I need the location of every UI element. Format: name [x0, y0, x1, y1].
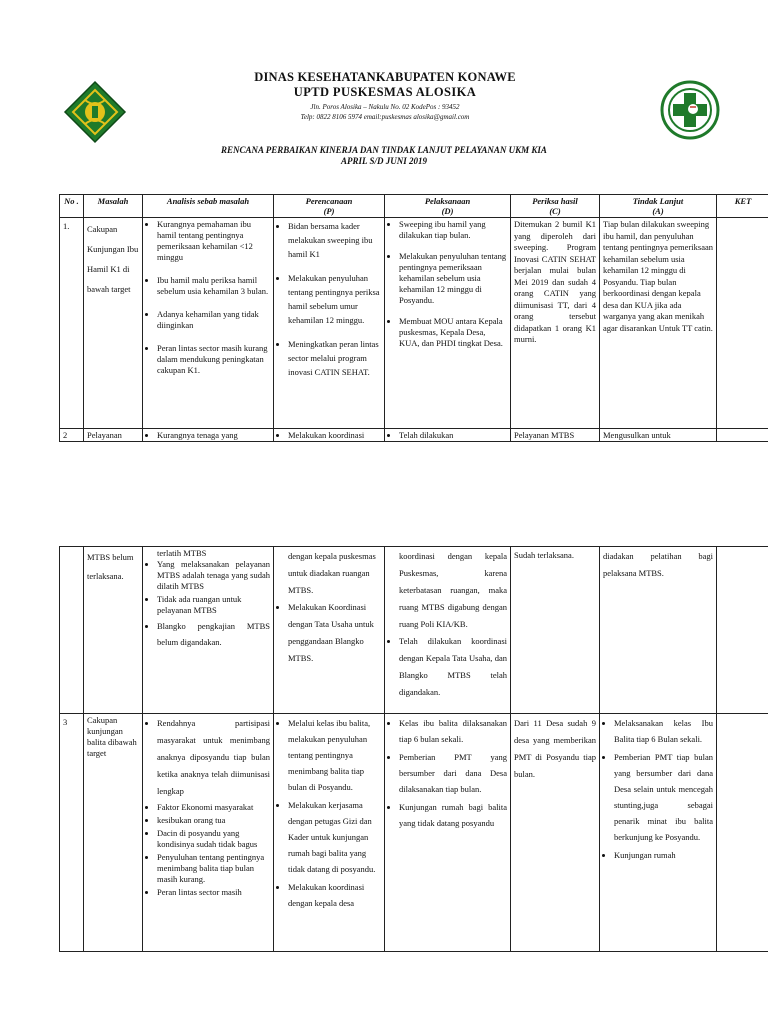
list-item: • Yang melaksanakan pelayanan MTBS adalah tenaga yang sudah dilatih MTBS: [157, 559, 270, 592]
ket-cell: [717, 714, 768, 952]
periksa-cell: Sudah terlaksana.: [511, 547, 600, 714]
list-item: • Faktor Ekonomi masyarakat: [157, 802, 270, 813]
contact-line: Telp: 0822 8106 5974 email:puskesmas alosika@gmail.com: [300, 113, 470, 121]
list-item: • Pemberian PMT tiap bulan yang bersumber dari dana Desa selain untuk mencegah stunting,juga sebagai penarik minat ibu balita berkunjung ke Posyandu.: [614, 749, 713, 845]
letterhead: [150, 70, 620, 122]
col-header-periksa: [511, 195, 600, 218]
perencanaan-cell: [274, 218, 385, 429]
list-item: • kesibukan orang tua: [157, 815, 270, 826]
agency-name: DINAS KESEHATANKABUPATEN KONAWE: [254, 70, 516, 84]
list-item: • Peran lintas sector masih kurang dalam mendukung peningkatan cakupan K1.: [157, 343, 270, 376]
pelaksanaan-cell: [385, 218, 511, 429]
col-header-perencanaan: [274, 195, 385, 218]
periksa-cell: Ditemukan 2 bumil K1 yang diperoleh dari sweeping. Program Inovasi CATIN SEHAT berjalan mulai bulan Mei 2019 dan sudah 4 orang CATIN yang diimunisasi TT, dari 4 orang tersebut didapatkan 1 orang K1 murni.: [511, 218, 600, 429]
table-row: [60, 547, 768, 714]
periksa-cell: Pelayanan MTBS: [511, 429, 600, 442]
list-item: • Penyuluhan tentang pentingnya menimbang balita tiap bulan masih kurang.: [157, 852, 270, 885]
analisis-cell: [143, 429, 274, 442]
plan-table-page-2: [59, 546, 768, 952]
col-header-masalah: Masalah: [84, 195, 143, 218]
list-item: • Melakukan penyuluhan tentang pentingnya periksa hamil sebelum umur kehamilan 12 minggu.: [288, 271, 381, 327]
col-header-pelaksanaan: [385, 195, 511, 218]
analisis-cell: [143, 547, 274, 714]
list-item: • Rendahnya partisipasi masyarakat untuk menimbang anaknya diposyandu tiap bulan ketika anaknya telah diimunisasi lengkap: [157, 715, 270, 800]
analisis-continuation: terlatih MTBS: [157, 548, 207, 558]
tindak-cell: Mengusulkan untuk: [600, 429, 717, 442]
puskesmas-logo: [660, 80, 720, 140]
list-item: • Adanya kehamilan yang tidak diinginkan: [157, 309, 270, 331]
col-header-tindak-code: (A): [652, 206, 664, 216]
list-item: • Membuat MOU antara Kepala puskesmas, Kepala Desa, KUA, dan PHDI tingkat Desa.: [399, 316, 507, 349]
plan-table-page-1: [59, 194, 768, 442]
col-header-no: No .: [60, 195, 84, 218]
tindak-cell: [600, 714, 717, 952]
col-header-pelaksanaan-label: Pelaksanaan: [424, 196, 471, 206]
list-item: • Kurangnya pemahaman ibu hamil tentang pentingnya pemeriksaan kehamilan <12 minggu: [157, 219, 270, 263]
list-item: • Kelas ibu balita dilaksanakan tiap 6 bulan sekali.: [399, 715, 507, 747]
ket-cell: [717, 547, 768, 714]
tindak-cell: Tiap bulan dilakukan sweeping ibu hamil, dan penyuluhan tentang pentingnya pemeriksaan kehamilan sebelum usia kehamilan 12 minggu di Posyandu. Tiap bulan berkoordinasi dengan kepala desa dan KUA jika ada warganya yang akan menikah agar disarankan Untuk TT catin.: [600, 218, 717, 429]
pelaksanaan-cell: [385, 714, 511, 952]
list-item: • Kunjungan rumah bagi balita yang tidak datang posyandu: [399, 799, 507, 831]
pelaksanaan-cell: [385, 547, 511, 714]
row-no: 1.: [60, 218, 84, 429]
list-item: • Meningkatkan peran lintas sector melalui program inovasi CATIN SEHAT.: [288, 337, 381, 379]
pelaksanaan-cell: [385, 429, 511, 442]
masalah-cell: Cakupan Kunjungan Ibu Hamil K1 di bawah target: [84, 218, 143, 429]
masalah-cell: Cakupan kunjungan balita dibawah target: [84, 714, 143, 952]
list-item: • Melakukan koordinasi: [288, 430, 381, 440]
address-line: Jln. Poros Alosika – Nakulu No. 02 KodePos : 93452: [310, 103, 460, 111]
row-no: 2: [60, 429, 84, 442]
list-item: • Melakukan Koordinasi dengan Tata Usaha untuk penggandaan Blangko MTBS.: [288, 599, 381, 667]
list-item: • Melakukan penyuluhan tentang pentingnya pemeriksaan kehamilan sebelum usia kehamilan 12 minggu di Posyandu.: [399, 251, 507, 306]
col-header-periksa-code: (C): [549, 206, 561, 216]
perencanaan-continuation: dengan kepala puskesmas untuk diadakan ruangan MTBS.: [288, 551, 376, 595]
list-item: • Dacin di posyandu yang kondisinya sudah tidak bagus: [157, 828, 270, 850]
list-item: • Telah dilakukan: [399, 430, 507, 440]
table-row: [60, 429, 768, 442]
document-title: RENCANA PERBAIKAN KINERJA DAN TINDAK LANJUT PELAYANAN UKM KIA: [221, 145, 547, 155]
list-item: • Pemberian PMT yang bersumber dari dana Desa dilaksanakan tiap bulan.: [399, 749, 507, 797]
periksa-cell: Dari 11 Desa sudah 9 desa yang memberikan PMT di Posyandu tiap bulan.: [511, 714, 600, 952]
col-header-ket: KET: [717, 195, 768, 218]
list-item: • Ibu hamil malu periksa hamil sebelum usia kehamilan 3 bulan.: [157, 275, 270, 297]
list-item: • Kunjungan rumah: [614, 847, 713, 863]
masalah-cell: MTBS belum terlaksana.: [84, 547, 143, 714]
document-period: APRIL S/D JUNI 2019: [341, 156, 427, 166]
table-header-row: [60, 195, 768, 218]
list-item: • Bidan bersama kader melakukan sweeping ibu hamil K1: [288, 219, 381, 261]
col-header-tindak-label: Tindak Lanjut: [632, 196, 684, 206]
row-no: [60, 547, 84, 714]
list-item: • Melakukan koordinasi dengan kepala desa: [288, 879, 381, 911]
ket-cell: [717, 218, 768, 429]
list-item: • Sweeping ibu hamil yang dilakukan tiap bulan.: [399, 219, 507, 241]
list-item: • Melalui kelas ibu balita, melakukan penyuluhan tentang pentingnya menimbang balita tiap bulan di Posyandu.: [288, 715, 381, 795]
perencanaan-cell: [274, 714, 385, 952]
analisis-cell: [143, 714, 274, 952]
row-no: 3: [60, 714, 84, 952]
perencanaan-cell: [274, 547, 385, 714]
col-header-pelaksanaan-code: (D): [441, 206, 454, 216]
analisis-cell: [143, 218, 274, 429]
list-item: • Melakukan kerjasama dengan petugas Gizi dan Kader untuk kunjungan rumah bagi balita yang tidak datang di posyandu.: [288, 797, 381, 877]
pelaksanaan-continuation: koordinasi dengan kepala Puskesmas, karena keterbatasan ruangan, maka ruang MTBS digabung dengan ruang Poli KIA/KB.: [399, 551, 507, 629]
list-item: • Kurangnya tenaga yang: [157, 430, 270, 440]
col-header-perencanaan-code: (P): [323, 206, 335, 216]
masalah-cell: Pelayanan: [84, 429, 143, 442]
perencanaan-cell: [274, 429, 385, 442]
list-item: • Blangko pengkajian MTBS belum digandakan.: [157, 618, 270, 650]
table-row: [60, 714, 768, 952]
table-row: [60, 218, 768, 429]
list-item: • Melaksanakan kelas Ibu Balita tiap 6 Bulan sekali.: [614, 715, 713, 747]
col-header-periksa-label: Periksa hasil: [532, 196, 578, 206]
konawe-emblem-logo: [63, 80, 127, 144]
puskesmas-name: UPTD PUSKESMAS ALOSIKA: [293, 85, 477, 99]
col-header-tindak: [600, 195, 717, 218]
list-item: • Telah dilakukan koordinasi dengan Kepala Tata Usaha, dan Blangko MTBS telah digandakan.: [399, 633, 507, 701]
list-item: • Peran lintas sector masih: [157, 887, 270, 898]
tindak-cell: diadakan pelatihan bagi pelaksana MTBS.: [600, 547, 717, 714]
col-header-analisis: Analisis sebab masalah: [143, 195, 274, 218]
ket-cell: [717, 429, 768, 442]
list-item: • Tidak ada ruangan untuk pelayanan MTBS: [157, 594, 270, 616]
col-header-perencanaan-label: Perencanaan: [305, 196, 353, 206]
